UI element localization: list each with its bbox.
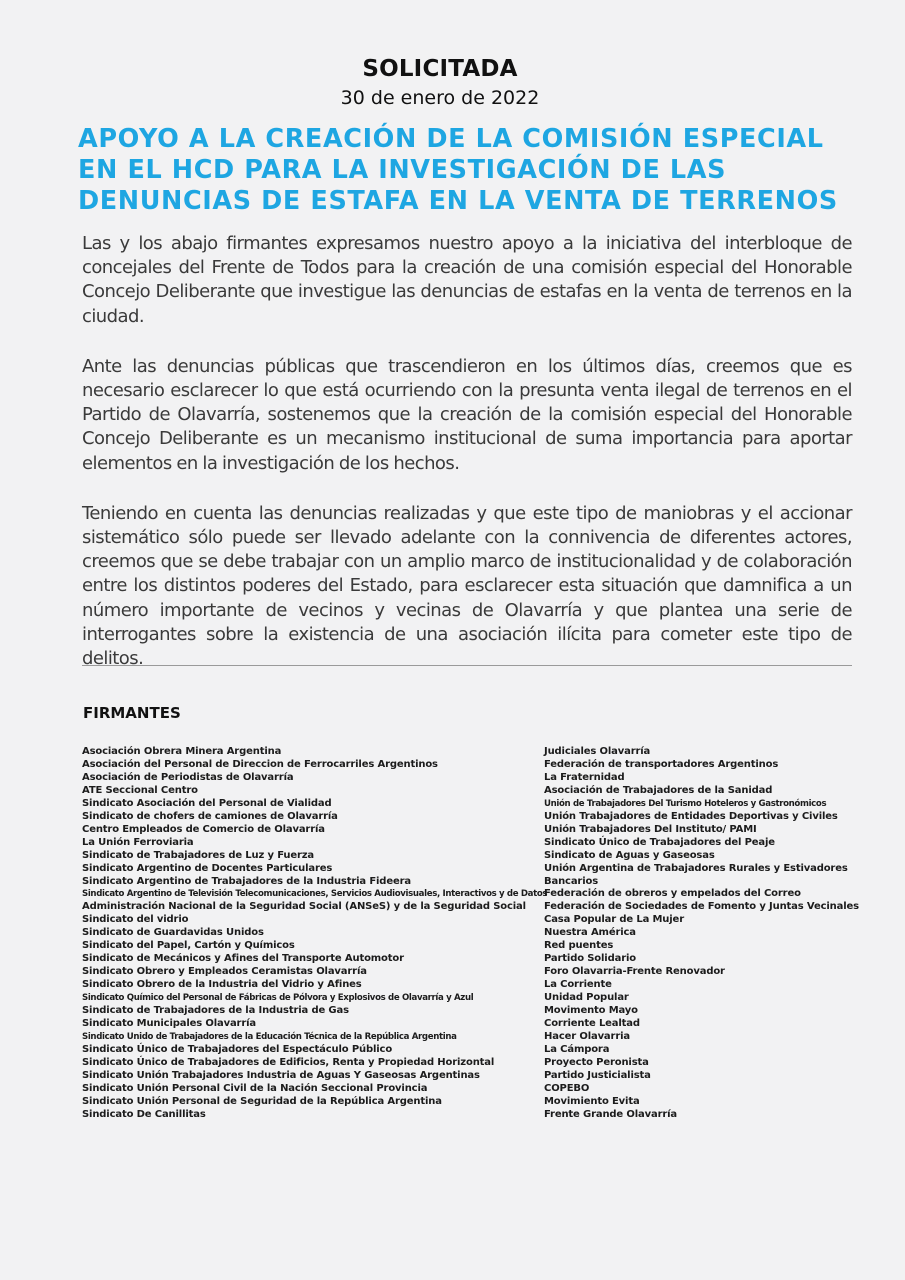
signer-item: Sindicato De Canillitas bbox=[82, 1108, 206, 1120]
signer-item: Asociación de Periodistas de Olavarría bbox=[82, 771, 294, 783]
signer-item: Hacer Olavarria bbox=[544, 1030, 630, 1042]
signer-item: La Corriente bbox=[544, 979, 612, 991]
signer-item: Sindicato de Guardavidas Unidos bbox=[82, 927, 264, 939]
signers-heading: FIRMANTES bbox=[83, 704, 181, 722]
headline-line: EN EL HCD PARA LA INVESTIGACIÓN DE LAS bbox=[78, 155, 727, 185]
body-paragraph: Teniendo en cuenta las denuncias realizadas y que este tipo de maniobras y el accionar sistemático sólo puede ser llevado adelante con la connivencia de diferentes actores, creemos que se debe trabajar con un amplio marco de institucionalidad y de colaboración entre los distintos poderes del Estado, para esclarecer esta situación que damnifica a un número importante de vecinos y vecinas de Olavarría y que plantea una serie de interrogantes sobre la existencia de una asociación ilícita para cometer este tipo de delitos. bbox=[82, 502, 852, 670]
signer-item: Sindicato de Mecánicos y Afines del Transporte Automotor bbox=[82, 953, 404, 965]
signer-item: Unión Argentina de Trabajadores Rurales y Estivadores bbox=[544, 862, 848, 874]
signer-item: Sindicato del Papel, Cartón y Químicos bbox=[82, 940, 295, 952]
signer-item: Asociación de Trabajadores de la Sanidad bbox=[544, 784, 773, 796]
signer-item: Proyecto Peronista bbox=[544, 1056, 649, 1068]
signer-item: Sindicato de Trabajadores de Luz y Fuerza bbox=[82, 849, 315, 861]
signer-item: Frente Grande Olavarría bbox=[544, 1108, 678, 1120]
body-text bbox=[82, 232, 852, 697]
signer-item: Sindicato Único de Trabajadores del Espectáculo Público bbox=[82, 1043, 393, 1055]
signer-item: Asociación Obrera Minera Argentina bbox=[82, 746, 282, 757]
signer-item: Federación de obreros y empelados del Correo bbox=[544, 888, 801, 900]
signer-item: Sindicato Obrero de la Industria del Vidrio y Afines bbox=[82, 979, 362, 991]
signer-item: Unión Trabajadores Del Instituto/ PAMI bbox=[544, 823, 757, 835]
signer-item: COPEBO bbox=[544, 1082, 590, 1094]
signer-item: Nuestra América bbox=[544, 927, 636, 939]
signer-item: Sindicato Unido de Trabajadores de la Educación Técnica de la República Argentina bbox=[82, 1031, 457, 1042]
signer-item: Sindicato Obrero y Empleados Ceramistas Olavarría bbox=[82, 966, 367, 978]
signer-item: Asociación del Personal de Direccion de Ferrocarriles Argentinos bbox=[82, 758, 438, 770]
signer-item: Bancarios bbox=[544, 875, 598, 887]
signer-item: Sindicato Argentino de Televisión Telecomunicaciones, Servicios Audiovisuales, Interactivos y de Datos bbox=[82, 889, 548, 900]
signer-item: Casa Popular de La Mujer bbox=[544, 914, 684, 926]
signer-item: Sindicato Unión Personal de Seguridad de la República Argentina bbox=[82, 1095, 442, 1107]
signers-list-left bbox=[82, 746, 548, 1122]
signer-item: Sindicato Argentino de Trabajadores de la Industria Fideera bbox=[82, 875, 411, 887]
signer-item: Judiciales Olavarría bbox=[544, 746, 651, 757]
body-paragraph: Ante las denuncias públicas que trascendieron en los últimos días, creemos que es necesario esclarecer lo que está ocurriendo con la presunta venta ilegal de terrenos en el Partido de Olavarría, sostenemos que la creación de la comisión especial del Honorable Concejo Deliberante es un mecanismo institucional de suma importancia para aportar elementos en la investigación de los hechos. bbox=[82, 355, 852, 474]
headline-line: APOYO A LA CREACIÓN DE LA COMISIÓN ESPECIAL bbox=[78, 124, 824, 154]
signer-item: Sindicato Químico del Personal de Fábricas de Pólvora y Explosivos de Olavarría y Azul bbox=[82, 993, 474, 1004]
signer-item: Sindicato Único de Trabajadores de Edificios, Renta y Propiedad Horizontal bbox=[82, 1056, 495, 1068]
signer-item: Sindicato de Aguas y Gaseosas bbox=[544, 849, 715, 861]
headline-line: DENUNCIAS DE ESTAFA EN LA VENTA DE TERRENOS bbox=[78, 186, 838, 216]
signer-item: Unión de Trabajadores Del Turismo Hoteleros y Gastronómicos bbox=[544, 798, 827, 809]
signer-item: La Cámpora bbox=[544, 1043, 610, 1055]
signer-item: Sindicato de Trabajadores de la Industria de Gas bbox=[82, 1005, 349, 1017]
signer-item: Unidad Popular bbox=[544, 992, 629, 1004]
signer-item: ATE Seccional Centro bbox=[82, 784, 198, 796]
signer-item: Sindicato de chofers de camiones de Olavarría bbox=[82, 810, 338, 822]
signer-item: Movimento Mayo bbox=[544, 1005, 638, 1017]
signer-item: Sindicato del vidrio bbox=[82, 914, 189, 926]
signer-item: Sindicato Único de Trabajadores del Peaje bbox=[544, 836, 775, 848]
signers-list-right bbox=[544, 746, 884, 1122]
section-divider bbox=[82, 665, 852, 666]
signer-item: Sindicato Unión Trabajadores Industria de Aguas Y Gaseosas Argentinas bbox=[82, 1069, 480, 1081]
signer-item: Sindicato Unión Personal Civil de la Nación Seccional Provincia bbox=[82, 1082, 428, 1094]
signer-item: La Fraternidad bbox=[544, 771, 625, 783]
signer-item: Red puentes bbox=[544, 940, 614, 952]
signer-item: Federación de transportadores Argentinos bbox=[544, 758, 779, 770]
signer-item: Sindicato Municipales Olavarría bbox=[82, 1018, 256, 1030]
signer-item: Centro Empleados de Comercio de Olavarría bbox=[82, 823, 325, 835]
signer-item: Foro Olavarria-Frente Renovador bbox=[544, 966, 725, 978]
headline bbox=[78, 124, 878, 217]
signer-item: Partido Justicialista bbox=[544, 1069, 651, 1081]
signer-item: Sindicato Argentino de Docentes Particulares bbox=[82, 862, 333, 874]
signer-item: La Unión Ferroviaria bbox=[82, 836, 194, 848]
signer-item: Partido Solidario bbox=[544, 953, 636, 965]
document-type-title: SOLICITADA bbox=[362, 56, 518, 82]
signer-item: Movimiento Evita bbox=[544, 1095, 640, 1107]
signer-item: Sindicato Asociación del Personal de Vialidad bbox=[82, 797, 332, 809]
body-paragraph: Las y los abajo firmantes expresamos nuestro apoyo a la iniciativa del interbloque de concejales del Frente de Todos para la creación de una comisión especial del Honorable Concejo Deliberante que investigue las denuncias de estafas en la venta de terrenos en la ciudad. bbox=[82, 233, 852, 327]
signer-item: Corriente Lealtad bbox=[544, 1018, 640, 1030]
signer-item: Federación de Sociedades de Fomento y Juntas Vecinales bbox=[544, 901, 859, 913]
document-date: 30 de enero de 2022 bbox=[340, 87, 540, 109]
signer-item: Administración Nacional de la Seguridad Social (ANSeS) y de la Seguridad Social bbox=[82, 901, 526, 913]
signer-item: Unión Trabajadores de Entidades Deportivas y Civiles bbox=[544, 810, 838, 822]
